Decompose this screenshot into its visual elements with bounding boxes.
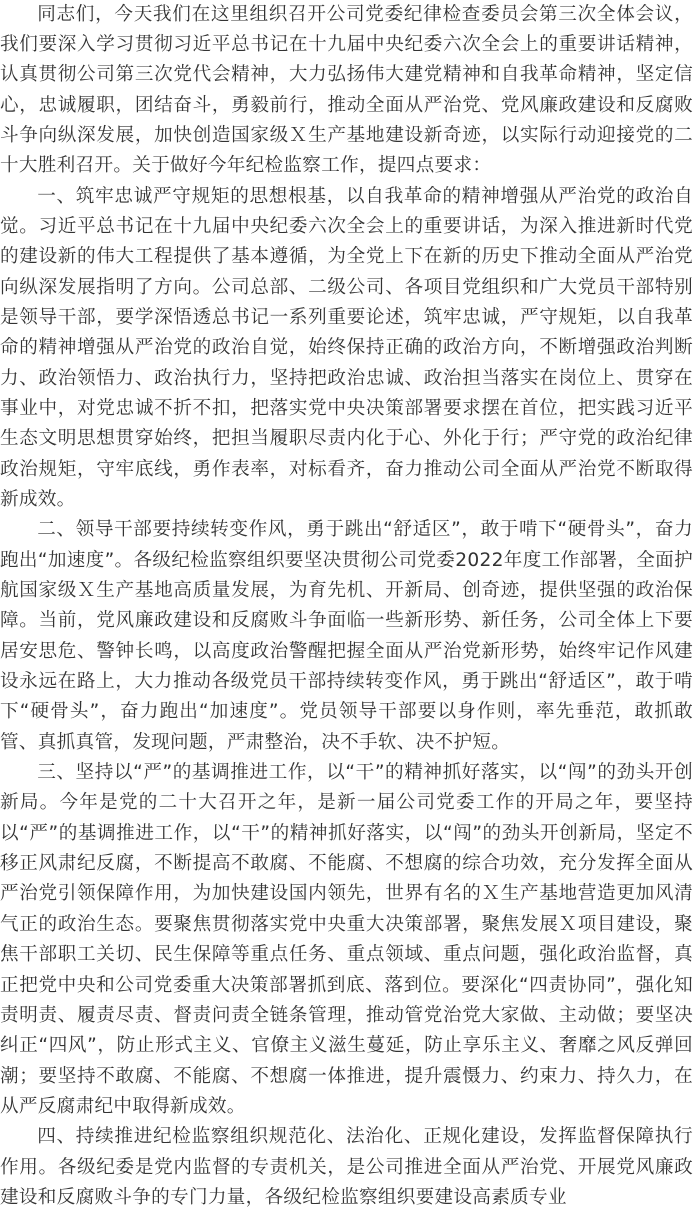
paragraph-point-3: 三、坚持以“严”的基调推进工作，以“干”的精神抓好落实，以“闯”的劲头开创新局。今年是党的二十大召开之年，是新一届公司党委工作的开局之年，要坚持以“严”的基调推进工作，以“干”的精神抓好落实，以“闯”的劲头开创新局，坚定不移正风肃纪反腐，不断提高不敢腐、不能腐、不想腐的综合功效，充分发挥全面从严治党引领保障作用，为加快建设国内领先，世界有名的Ｘ生产基地营造更加风清气正的政治生态。要聚焦贯彻落实党中央重大决策部署，聚焦发展Ｘ项目建设，聚焦干部职工关切、民生保障等重点任务、重点领域、重点问题，强化政治监督，真正把党中央和公司党委重大决策部署抓到底、落到位。要深化“四责协同”，强化知责明责、履责尽责、督责问责全链条管理，推动管党治党大家做、主动做；要坚决纠正“四风”，防止形式主义、官僚主义滋生蔓延，防止享乐主义、奢靡之风反弹回潮；要坚持不敢腐、不能腐、不想腐一体推进，提升震慑力、约束力、持久力，在从严反腐肃纪中取得新成效。 (0, 762, 693, 1117)
paragraph-point-1: 一、筑牢忠诚严守规矩的思想根基，以自我革命的精神增强从严治党的政治自觉。习近平总书记在十九届中央纪委六次全会上的重要讲话，为深入推进新时代党的建设新的伟大工程提供了基本遵循，为全党上下在新的历史下推动全面从严治党向纵深发展指明了方向。公司总部、二级公司、各项目党组织和广大党员干部特别是领导干部，要学深悟透总书记一系列重要论述，筑牢忠诚，严守规矩，以自我革命的精神增强从严治党的政治自觉，始终保持正确的政治方向，不断增强政治判断力、政治领悟力、政治执行力，坚持把政治忠诚、政治担当落实在岗位上、贯穿在事业中，对党忠诚不折不扣，把落实党中央决策部署要求摆在首位，把实践习近平生态文明思想贯穿始终，把担当履职尽责内化于心、外化于行；严守党的政治纪律政治规矩，守牢底线，勇作表率，对标看齐，奋力推动公司全面从严治党不断取得新成效。 (0, 185, 693, 510)
paragraph-point-2: 二、领导干部要持续转变作风，勇于跳出“舒适区”，敢于啃下“硬骨头”，奋力跑出“加速度”。各级纪检监察组织要坚决贯彻公司党委2022年度工作部署，全面护航国家级Ｘ生产基地高质量发展，为育先机、开新局、创奇迹，提供坚强的政治保障。当前，党风廉政建设和反腐败斗争面临一些新形势、新任务，公司全体上下要居安思危、警钟长鸣，以高度政治警醒把握全面从严治党新形势，始终牢记作风建设永远在路上，大力推动各级党员干部持续转变作风，勇于跳出“舒适区”，敢于啃下“硬骨头”，奋力跑出“加速度”。党员领导干部要以身作则，率先垂范，敢抓敢管、真抓真管，发现问题，严肃整治，决不手软、决不护短。 (0, 519, 693, 753)
paragraph-point-4: 四、持续推进纪检监察组织规范化、法治化、正规化建设，发挥监督保障执行作用。各级纪委是党内监督的专责机关，是公司推进全面从严治党、开展党风廉政建设和反腐败斗争的专门力量，各级纪检监察组织要建设高素质专业 (0, 1126, 693, 1208)
paragraph-intro: 同志们，今天我们在这里组织召开公司党委纪律检查委员会第三次全体会议，我们要深入学习贯彻习近平总书记在十九届中央纪委六次全会上的重要讲话精神，认真贯彻公司第三次党代会精神，大力弘扬伟大建党精神和自我革命精神，坚定信心，忠诚履职，团结奋斗，勇毅前行，推动全面从严治党、党风廉政建设和反腐败斗争向纵深发展，加快创造国家级Ｘ生产基地建设新奇迹，以实际行动迎接党的二十大胜利召开。关于做好今年纪检监察工作，提四点要求： (0, 3, 693, 177)
